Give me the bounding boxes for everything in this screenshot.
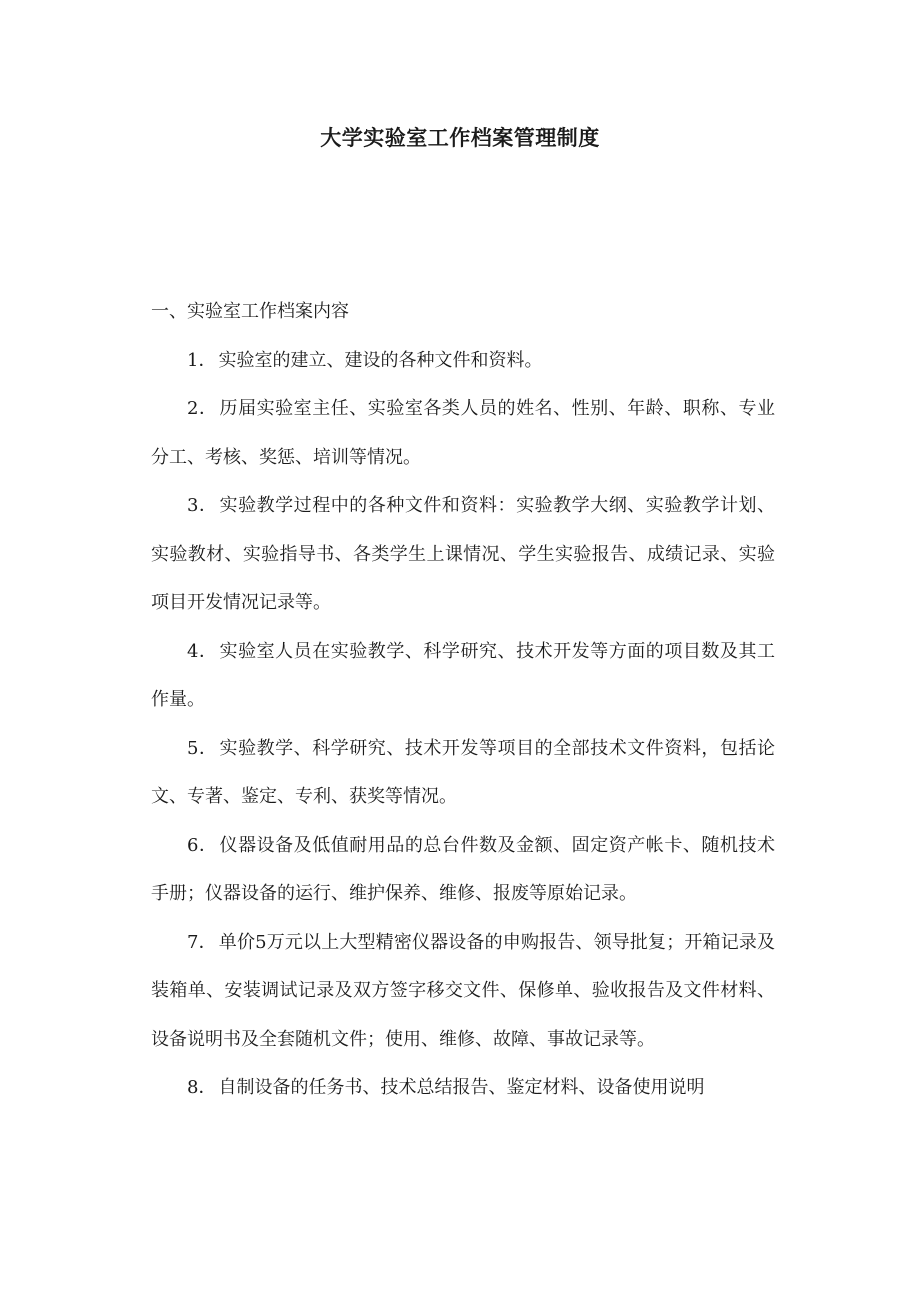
item-text: 实验室人员在实验教学、科学研究、技术开发等方面的项目数及其工作量。	[151, 640, 776, 710]
item-text: 实验室的建立、建设的各种文件和资料。	[218, 349, 543, 371]
list-item	[151, 482, 775, 628]
item-text: 仪器设备及低值耐用品的总台件数及金额、固定资产帐卡、随机技术手册；仪器设备的运行、维护保养、维修、报废等原始记录。	[151, 834, 776, 904]
item-text: 历届实验室主任、实验室各类人员的姓名、性别、年龄、职称、专业分工、考核、奖惩、培训等情况。	[151, 398, 776, 468]
list-item	[151, 725, 775, 822]
item-text: 自制设备的任务书、技术总结报告、鉴定材料、设备使用说明	[218, 1077, 705, 1098]
item-number: 3．	[187, 495, 218, 516]
list-item	[151, 385, 775, 482]
list-item	[151, 919, 775, 1065]
item-number: 5．	[187, 737, 218, 759]
list-item	[151, 337, 775, 386]
item-text: 实验教学、科学研究、技术开发等项目的全部技术文件资料，包括论文、专著、鉴定、专利、获奖等情况。	[151, 737, 776, 807]
item-text: 单价5万元以上大型精密仪器设备的申购报告、领导批复；开箱记录及装箱单、安装调试记录及双方签字移交文件、保修单、验收报告及文件材料、设备说明书及全套随机文件；使用、维修、故障、事故记录等。	[151, 931, 776, 1050]
document-body	[151, 288, 775, 1113]
item-number: 8．	[187, 1077, 217, 1098]
list-item	[151, 1064, 775, 1113]
item-number: 2．	[187, 398, 218, 419]
item-number: 7．	[187, 931, 217, 953]
list-item	[151, 628, 775, 725]
list-item	[151, 822, 775, 919]
document-title: 大学实验室工作档案管理制度	[320, 126, 600, 150]
section-heading: 一、实验室工作档案内容	[151, 301, 349, 322]
item-number: 4．	[187, 640, 218, 662]
item-number: 6．	[187, 834, 218, 856]
item-text: 实验教学过程中的各种文件和资料：实验教学大纲、实验教学计划、实验教材、实验指导书、各类学生上课情况、学生实验报告、成绩记录、实验项目开发情况记录等。	[151, 495, 776, 613]
item-number: 1．	[187, 349, 217, 371]
